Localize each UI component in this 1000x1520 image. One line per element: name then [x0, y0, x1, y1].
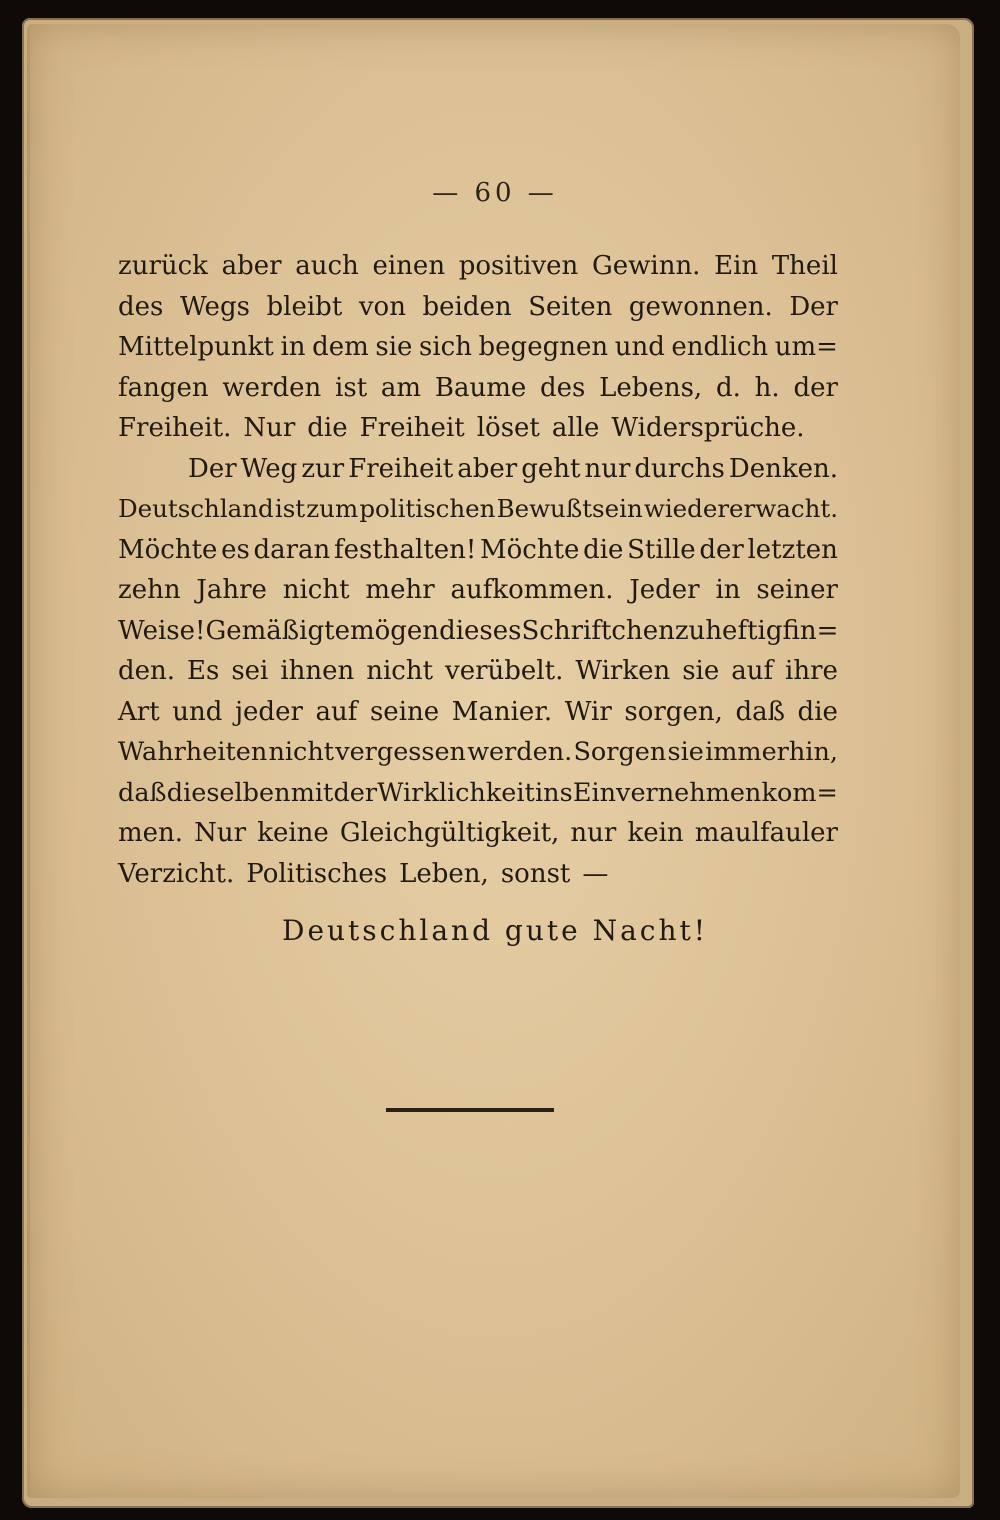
word: und: [614, 332, 665, 362]
word: nicht: [282, 575, 350, 605]
word: politischen: [359, 494, 496, 523]
word: zurück: [118, 251, 208, 281]
word: sie: [375, 332, 413, 362]
word: auf: [731, 656, 774, 686]
word: kom=: [761, 777, 838, 808]
word: Stille: [627, 534, 696, 565]
word: ins: [534, 777, 573, 808]
body-text: [118, 246, 838, 894]
word: d.: [715, 372, 741, 403]
word: daran: [253, 534, 331, 565]
word: Ein: [714, 251, 759, 281]
text-line: [118, 408, 838, 449]
word: dieselben: [166, 777, 291, 808]
word: vergessen: [335, 737, 466, 767]
word: verübelt.: [445, 656, 564, 686]
word: Gleichgültigkeit,: [339, 818, 560, 848]
word: nur: [584, 453, 631, 484]
word: zur: [301, 453, 345, 484]
word: Leben,: [399, 858, 489, 889]
word: keine: [257, 818, 329, 848]
word: Gemäßigte: [205, 615, 350, 646]
word: Wirken: [575, 656, 671, 686]
word: mehr: [365, 575, 435, 605]
text-line: [118, 530, 838, 571]
word: festhalten!: [333, 534, 477, 565]
word: Mittelpunkt: [118, 332, 274, 362]
word: Jeder: [629, 575, 700, 605]
word: die: [797, 696, 838, 727]
text-line: [118, 611, 838, 652]
word: Möchte: [480, 534, 580, 565]
word: Art: [118, 696, 160, 727]
word: löset: [476, 413, 540, 443]
word: aufkommen.: [450, 575, 614, 605]
word: Freiheit: [359, 413, 465, 443]
word: auch: [295, 251, 359, 281]
word: ihre: [785, 656, 838, 686]
word: Widersprüche.: [611, 413, 805, 443]
word: die: [307, 413, 348, 443]
word: jeder: [234, 696, 303, 727]
word: gewonnen.: [628, 291, 773, 322]
word: kein: [627, 818, 684, 848]
word: Nur: [194, 818, 247, 848]
word: Schriftchen: [521, 615, 675, 646]
word: daß: [118, 777, 167, 808]
word: Verzicht.: [118, 858, 235, 889]
word: um=: [774, 332, 838, 362]
text-line: [118, 813, 838, 854]
word: seiner: [756, 575, 838, 605]
text-line: [118, 651, 838, 692]
text-line: [118, 327, 838, 368]
word: daß: [735, 696, 785, 727]
word: letzten: [747, 534, 838, 565]
word: sei: [231, 656, 269, 686]
word: Politisches: [246, 858, 388, 889]
word: h.: [754, 372, 780, 403]
word: von: [358, 291, 406, 322]
text-line: [118, 854, 838, 895]
text-line: [118, 570, 838, 611]
word: ihnen: [280, 656, 355, 686]
word: Lebens,: [599, 372, 703, 403]
word: fin=: [782, 615, 839, 646]
word: geht: [521, 453, 581, 484]
word: sie: [682, 656, 720, 686]
word: Theil: [771, 251, 838, 281]
word: fangen: [118, 372, 209, 403]
word: beiden: [422, 291, 512, 322]
word: am: [380, 372, 422, 403]
word: auf: [315, 696, 358, 727]
word: in: [715, 575, 741, 605]
word: Wahrheiten: [118, 737, 268, 767]
word: der: [793, 372, 838, 403]
word: dieses: [439, 615, 522, 646]
text-line: [118, 287, 838, 328]
word: der: [699, 534, 744, 565]
word: die: [583, 534, 624, 565]
word: positiven: [458, 251, 579, 281]
word: —: [582, 858, 609, 889]
word: dem: [312, 332, 369, 362]
text-line: [118, 246, 838, 287]
word: mögen: [349, 615, 440, 646]
word: Denken.: [728, 453, 838, 484]
word: einen: [372, 251, 446, 281]
word: Gewinn.: [591, 251, 701, 281]
word: Jahre: [196, 575, 267, 605]
word: endlich: [671, 332, 769, 362]
word: bleibt: [266, 291, 343, 322]
word: durchs: [634, 453, 725, 484]
word: den.: [118, 656, 176, 686]
word: Weise!: [118, 615, 206, 646]
word: aber: [457, 453, 518, 484]
text-line: [118, 732, 838, 773]
word: sie: [667, 737, 704, 767]
word: sonst: [500, 858, 571, 889]
text-line: [118, 692, 838, 733]
word: seine: [369, 696, 440, 727]
word: ist: [274, 494, 306, 523]
word: des: [540, 372, 586, 403]
word: Wegs: [179, 291, 250, 322]
word: aber: [221, 251, 282, 281]
word: Baume: [434, 372, 527, 403]
word: nicht: [366, 656, 434, 686]
word: Nur: [243, 413, 296, 443]
word: immerhin,: [705, 737, 838, 767]
word: Wir: [564, 696, 612, 727]
closing-line: Deutschland gute Nacht!: [282, 914, 708, 947]
word: Bewußtsein: [496, 494, 643, 523]
text-line: [118, 489, 838, 530]
word: Freiheit.: [118, 413, 232, 443]
word: sich: [418, 332, 472, 362]
word: begegnen: [478, 332, 609, 362]
word: men.: [118, 818, 184, 848]
text-line: [118, 773, 838, 814]
word: und: [172, 696, 223, 727]
word: werden.: [467, 737, 573, 767]
word: Seiten: [528, 291, 613, 322]
word: werden: [222, 372, 322, 403]
word: Einvernehmen: [572, 777, 762, 808]
word: in: [280, 332, 306, 362]
word: Freiheit: [348, 453, 454, 484]
word: der: [333, 777, 378, 808]
closing-rule: [386, 1108, 554, 1112]
word: Sorgen: [573, 737, 667, 767]
word: des: [118, 291, 164, 322]
word: maulfauler: [694, 818, 838, 848]
word: es: [221, 534, 250, 565]
word: Weg: [240, 453, 298, 484]
word: nur: [570, 818, 617, 848]
text-line: [118, 368, 838, 409]
word: zehn: [118, 575, 181, 605]
word: alle: [551, 413, 600, 443]
word: ist: [335, 372, 368, 403]
word: sorgen,: [624, 696, 723, 727]
text-line: [118, 449, 838, 490]
page-number: — 60 —: [432, 178, 558, 208]
word: zu: [674, 615, 706, 646]
word: Es: [187, 656, 220, 686]
word: heftig: [705, 615, 783, 646]
word: Manier.: [451, 696, 553, 727]
word: Deutschland: [118, 494, 274, 523]
word: wiedererwacht.: [643, 494, 838, 523]
book-page: [30, 24, 960, 1498]
word: zum: [306, 494, 359, 523]
word: mit: [290, 777, 334, 808]
word: Möchte: [118, 534, 218, 565]
word: Der: [188, 453, 237, 484]
word: Der: [789, 291, 838, 322]
word: Wirklichkeit: [377, 777, 535, 808]
word: nicht: [268, 737, 334, 767]
